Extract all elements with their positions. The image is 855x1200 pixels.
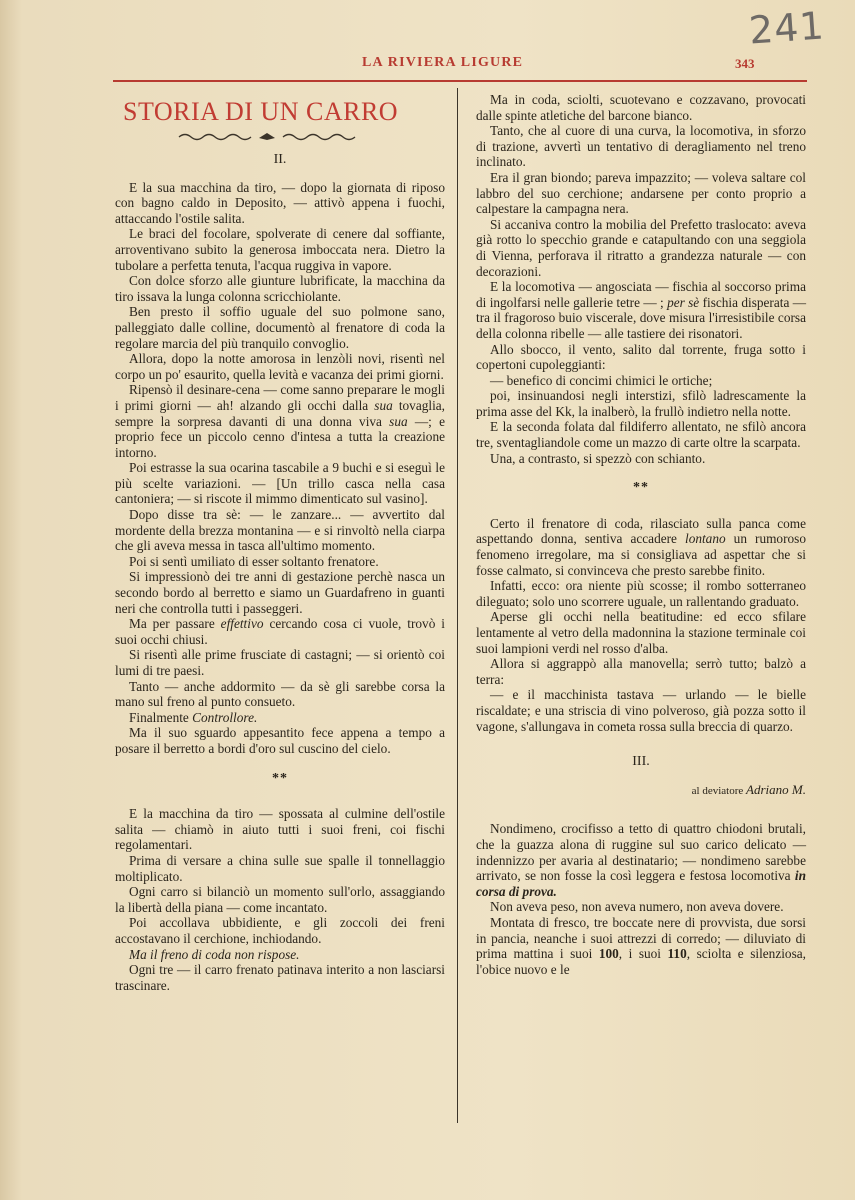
separator-asterisks: ** [633, 480, 649, 496]
dedication: al deviatore Adriano M. [691, 781, 806, 797]
separator-asterisks: ** [272, 770, 288, 786]
right-column [476, 92, 806, 977]
paragraph: Prima di versare a china sulle sue spalle il tonnellaggio moltiplicato. [115, 852, 445, 884]
paragraph: Dopo disse tra sè: — le zanzare... — avvertito dal mordente della brezza montanina — e si rinvoltò nella ciarpa che gli aveva messa in tasca all'ultimo momento. [115, 507, 445, 554]
paragraph: Poi estrasse la sua ocarina tascabile a 9 buchi e si eseguì le più scelte variazioni. — [Un trillo casca nella casa cantoniera; — si riscote il mimmo dimenticato sul vasino]. [115, 460, 445, 507]
paragraph: Allo sbocco, il vento, salito dal torrente, fruga sotto i copertoni cupoleggianti: [476, 341, 806, 373]
paragraph: — e il macchinista tastava — urlando — le bielle riscaldate; e una striscia di vino polveroso, già pozza sotto il vagone, s'allungava in cometa rossa sulla breccia di quarzo. [476, 687, 806, 734]
paragraph: Le braci del focolare, spolverate di cenere dal soffiante, arroventivano subito la generosa imboccata nera. Dietro la tubolare a perfetta tenuta, l'acqua ruggiva in vapore. [115, 226, 445, 273]
paragraph: Ripensò il desinare-cena — come sanno preparare le mogli i primi giorni — ah! alzando gli occhi dalla sua tovaglia, sempre la sorpresa davanti di una donna viva sua —; e proprio fece un piccolo cenno d'intesa a tutta la creazione intorno. [115, 382, 446, 460]
section-heading-iii: III. [632, 754, 650, 770]
paragraph: Ogni carro si bilanciò un momento sull'orlo, assaggiando la libertà della piana — come incantato. [115, 884, 445, 915]
paragraph: Si accaniva contro la mobilia del Prefetto traslocato: aveva già rotto lo specchio grande e catapultando con una seggiola di Vienna, perforava il ritratto a grandezza naturale — con decorazioni. [476, 216, 806, 279]
paragraph: — benefico di concimi chimici le ortiche; [490, 372, 713, 388]
left-column [115, 92, 445, 993]
paragraph: Ogni tre — il carro frenato patinava interito a non lasciarsi trascinare. [115, 962, 445, 993]
paragraph: Infatti, ecco: ora niente più scosse; il rombo sotterraneo dileguato; solo uno scorrere uguale, un rallentando graduato. [476, 578, 806, 609]
handwritten-archive-number: 241 [748, 3, 827, 53]
paragraph: poi, insinuandosi negli interstizi, sfilò ladrescamente la prima asse del Kk, la inalberò, la frullò indietro nella notte. [476, 388, 806, 419]
paragraph: Poi si sentì umiliato di esser soltanto frenatore. [129, 553, 379, 569]
paragraph: Ben presto il soffio uguale del suo polmone sano, palleggiato dalle colline, documentò al frenatore di coda la regolare marcia del più tranquilo convoglio. [115, 304, 445, 351]
paragraph: Si risentì alle prime frusciate di castagni; — si orientò coi lumi di tre paesi. [115, 647, 445, 678]
journal-title: LA RIVIERA LIGURE [362, 55, 524, 70]
paragraph: Tanto, che al cuore di una curva, la locomotiva, in sforzo di trazione, avvertì un tentativo di deragliamento nel treno inclinato. [476, 123, 806, 170]
paragraph: E la seconda folata dal fildiferro allentato, ne sfilò ancora tre, sventagliandole come un mazzo di carte oltre la scarpata. [476, 419, 806, 451]
paragraph: Una, a contrasto, si spezzò con schianto. [490, 450, 706, 466]
paragraph: Finalmente Controllore. [129, 709, 258, 725]
paragraph: E la macchina da tiro — spossata al culmine dell'ostile salita — chiamò in aiuto tutti i suoi freni, coi fischi regolamentari. [115, 806, 445, 853]
running-header [0, 55, 855, 75]
paragraph: Allora si aggrappò alla manovella; serrò tutto; balzò a terra: [476, 656, 806, 687]
paragraph: Aperse gli occhi nella beatitudine: ed ecco sfilare lentamente al vetro della madonnina la stazione terminale coi suoi lampioni verdi nel rosso d'alba. [476, 609, 806, 656]
paragraph: Ma per passare effettivo cercando cosa ci vuole, trovò i suoi occhi chiusi. [115, 616, 445, 647]
paragraph: Allora, dopo la notte amorosa in lenzòli novi, risentì nel corpo un po' esaurito, quella levità e vacanza dei primi giorni. [115, 351, 445, 382]
paragraph: Poi accollava ubbidiente, e gli zoccoli dei freni accostavano il cerchione, inchiodando. [115, 915, 445, 946]
header-rule [113, 80, 807, 82]
title-flourish-ornament [177, 130, 357, 142]
paragraph: Nondimeno, crocifisso a tetto di quattro chiodoni brutali, che la guazza alona di ruggine sul suo carico delicato — indennizzo per avaria al destinatario; — nondimeno sarebbe arrivato, se non fosse la così leggera e festosa locomotiva in corsa di prova. [476, 821, 806, 899]
paragraph: Ma il suo sguardo appesantito fece appena a tempo a posare il berretto a bordi d'oro sul cuscino del cielo. [115, 725, 445, 756]
paragraph: Ma il freno di coda non rispose. [129, 946, 300, 962]
column-divider [457, 88, 458, 1123]
paragraph: Tanto — anche addormito — da sè gli sarebbe corsa la mano sul freno al punto consueto. [115, 678, 445, 710]
paragraph: Ma in coda, sciolti, scuotevano e cozzavano, provocati dalle spinte atletiche del barcone bianco. [476, 92, 806, 123]
paragraph: Con dolce sforzo alle giunture lubrificate, la macchina da tiro issava la lunga colonna scricchiolante. [115, 273, 445, 304]
page-number: 343 [735, 56, 755, 71]
paragraph: E la sua macchina da tiro, — dopo la giornata di riposo con bagno caldo in Deposito, — attivò appena i fuochi, attaccando l'ostile salita. [115, 179, 445, 226]
paragraph: Si impressionò dei tre anni di gestazione perchè nasca un secondo bordo al berretto e siamo un Guardafreno in guanti neri che controlla tutti i passeggeri. [115, 569, 445, 616]
paragraph: E la locomotiva — angosciata — fischia al soccorso prima di ingolfarsi nelle gallerie tetre — ; per sè fischia disperata — tra il fragoroso buio viscerale, dove misura l'irresistibile corsa della colonna ribelle — alle tastiere dei risonatori. [476, 279, 806, 341]
paragraph: Non aveva peso, non aveva numero, non aveva dovere. [490, 899, 784, 915]
paragraph: Certo il frenatore di coda, rilasciato sulla panca come aspettando donna, sentiva accadere lontano un rumoroso fenomeno irregolare, ma si consigliava ad aspettar che si fosse calmato, si convinceva che presto sarebbe finito. [476, 515, 806, 578]
section-heading-ii: II. [273, 152, 287, 167]
paragraph: Era il gran biondo; pareva impazzito; — voleva saltare col labbro del suo cerchione; andarsene per conto proprio a calpestare la campagna nera. [476, 169, 806, 217]
paragraph: Montata di fresco, tre boccate nere di provvista, due sorsi in pancia, neanche i suoi attrezzi di corredo; — diluviato di prima mattina i suoi 100, i suoi 110, sciolta e silenziosa, l'obice nuovo e le [476, 914, 806, 977]
article-title: STORIA DI UN CARRO [123, 97, 399, 126]
